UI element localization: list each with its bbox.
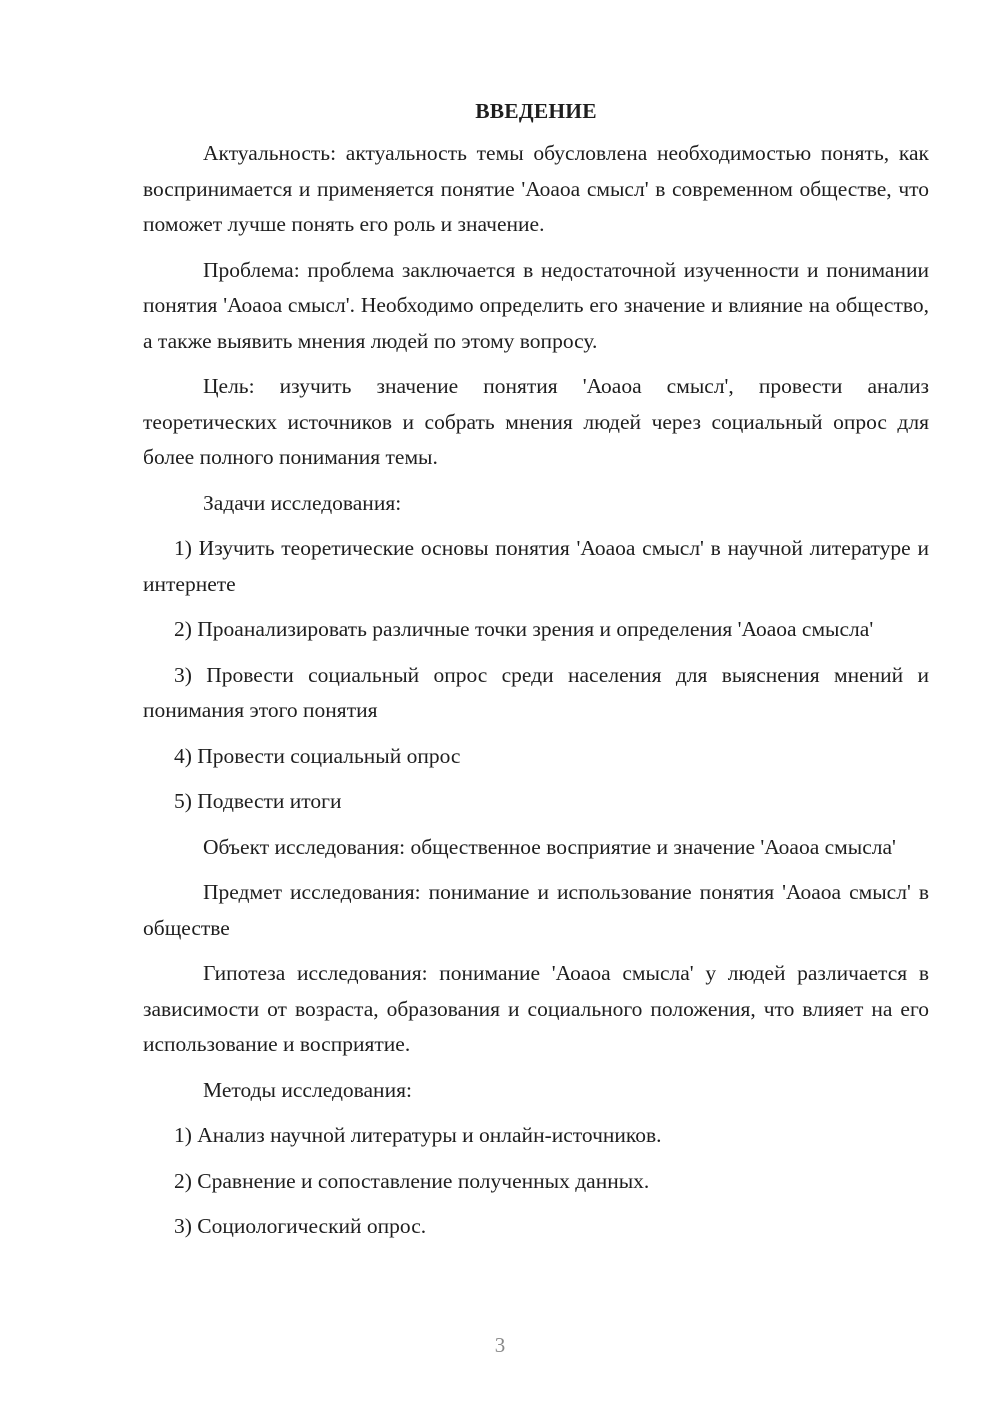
relevance-paragraph: Актуальность: актуальность темы обусловлена необходимостью понять, как воспринимается и применяется понятие 'Аоаоа смысл' в современном обществе, что поможет лучше понять его роль и значение. [143, 141, 929, 236]
method-item-3: 3) Социологический опрос. [174, 1214, 427, 1238]
method-item-2: 2) Сравнение и сопоставление полученных данных. [174, 1168, 650, 1193]
task-item-3: 3) Провести социальный опрос среди населения для выяснения мнений и понимания этого понятия [143, 662, 929, 722]
methods-heading: Методы исследования: [203, 1077, 412, 1102]
object-paragraph: Объект исследования: общественное восприятие и значение 'Аоаоа смысла' [203, 834, 896, 859]
task-item-5: 5) Подвести итоги [174, 789, 342, 813]
page-content [143, 96, 929, 1255]
goal-paragraph: Цель: изучить значение понятия 'Аоаоа смысл', провести анализ теоретических источников и собрать мнения людей через социальный опрос для более полного понимания темы. [143, 374, 929, 469]
section-title: ВВЕДЕНИЕ [475, 99, 597, 123]
method-item-1: 1) Анализ научной литературы и онлайн-источников. [174, 1123, 662, 1147]
task-item-2: 2) Проанализировать различные точки зрения и определения 'Аоаоа смысла' [174, 617, 874, 641]
task-item-1: 1) Изучить теоретические основы понятия 'Аоаоа смысл' в научной литературе и интернете [143, 536, 929, 596]
subject-paragraph: Предмет исследования: понимание и использование понятия 'Аоаоа смысл' в обществе [143, 880, 929, 940]
hypothesis-paragraph: Гипотеза исследования: понимание 'Аоаоа смысла' у людей различается в зависимости от возраста, образования и социального положения, что влияет на его использование и восприятие. [143, 961, 929, 1056]
task-item-4: 4) Провести социальный опрос [174, 743, 461, 768]
tasks-heading: Задачи исследования: [203, 490, 402, 515]
page-number: 3 [494, 1333, 506, 1357]
problem-paragraph: Проблема: проблема заключается в недостаточной изученности и понимании понятия 'Аоаоа смысл'. Необходимо определить его значение и влияние на общество, а также выявить мнения людей по этому вопросу. [143, 257, 929, 353]
